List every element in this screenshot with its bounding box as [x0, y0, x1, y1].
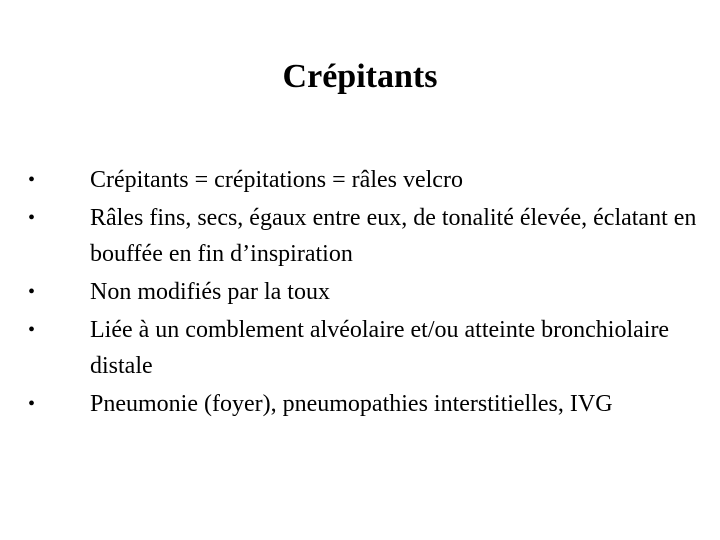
bullet-dot-icon: •	[28, 281, 36, 303]
slide-title: Crépitants	[282, 58, 438, 95]
bullet-item	[0, 200, 720, 272]
bullet-text: Râles fins, secs, égaux entre eux, de tonalité élevée, éclatant en bouffée en fin d’inspiration	[90, 205, 697, 267]
bullet-item	[0, 162, 720, 198]
bullet-item	[0, 386, 720, 422]
bullet-text: Liée à un comblement alvéolaire et/ou atteinte bronchiolaire distale	[90, 317, 670, 379]
bullet-dot-icon: •	[28, 169, 36, 191]
bullet-item	[0, 274, 720, 310]
bullet-text: Non modifiés par la toux	[90, 279, 330, 305]
bullet-dot-icon: •	[28, 207, 36, 229]
bullet-dot-icon: •	[28, 319, 36, 341]
bullet-dot-icon: •	[28, 393, 36, 415]
bullet-text: Crépitants = crépitations = râles velcro	[90, 167, 463, 193]
bullet-list	[0, 162, 720, 424]
bullet-text: Pneumonie (foyer), pneumopathies interstitielles, IVG	[90, 391, 613, 417]
bullet-item	[0, 312, 720, 384]
